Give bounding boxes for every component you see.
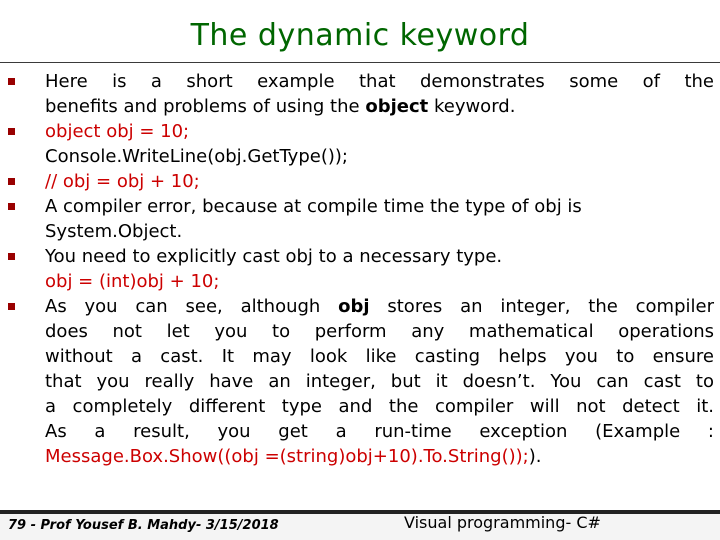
- square-bullet-icon: [8, 303, 15, 310]
- bullet-line: without a cast. It may look like casting helps you to ensure: [45, 346, 714, 367]
- code-line: Message.Box.Show((obj =(string)obj+10).To.String());).: [45, 446, 542, 467]
- code-line: object obj = 10;: [45, 121, 190, 142]
- footer-course-name: Visual programming- C#: [404, 513, 601, 532]
- bullet-line: System.Object.: [45, 221, 183, 242]
- bullet-line: benefits and problems of using the object keyword.: [45, 96, 516, 117]
- code-comment-line: // obj = obj + 10;: [45, 171, 200, 192]
- square-bullet-icon: [8, 128, 15, 135]
- bullet-line: As a result, you get a run-time exception (Example :: [45, 421, 714, 442]
- square-bullet-icon: [8, 203, 15, 210]
- bullet-line: that you really have an integer, but it doesn’t. You can cast to: [45, 371, 714, 392]
- bullet-line: A compiler error, because at compile time the type of obj is: [45, 196, 582, 217]
- bullet-line: a completely different type and the compiler will not detect it.: [45, 396, 714, 417]
- bullet-line: Here is a short example that demonstrates some of the: [45, 71, 714, 92]
- code-line: obj = (int)obj + 10;: [45, 271, 220, 292]
- code-line: Console.WriteLine(obj.GetType());: [45, 146, 348, 167]
- bullet-line: does not let you to perform any mathematical operations: [45, 321, 714, 342]
- slide-title: The dynamic keyword: [190, 18, 530, 53]
- square-bullet-icon: [8, 253, 15, 260]
- square-bullet-icon: [8, 178, 15, 185]
- footer-slide-info: 79 - Prof Yousef B. Mahdy- 3/15/2018: [8, 518, 279, 533]
- title-divider: [0, 62, 720, 63]
- bullet-line: As you can see, although obj stores an integer, the compiler: [45, 296, 714, 317]
- square-bullet-icon: [8, 78, 15, 85]
- footer-bar: [0, 510, 720, 540]
- bullet-line: You need to explicitly cast obj to a necessary type.: [45, 246, 503, 267]
